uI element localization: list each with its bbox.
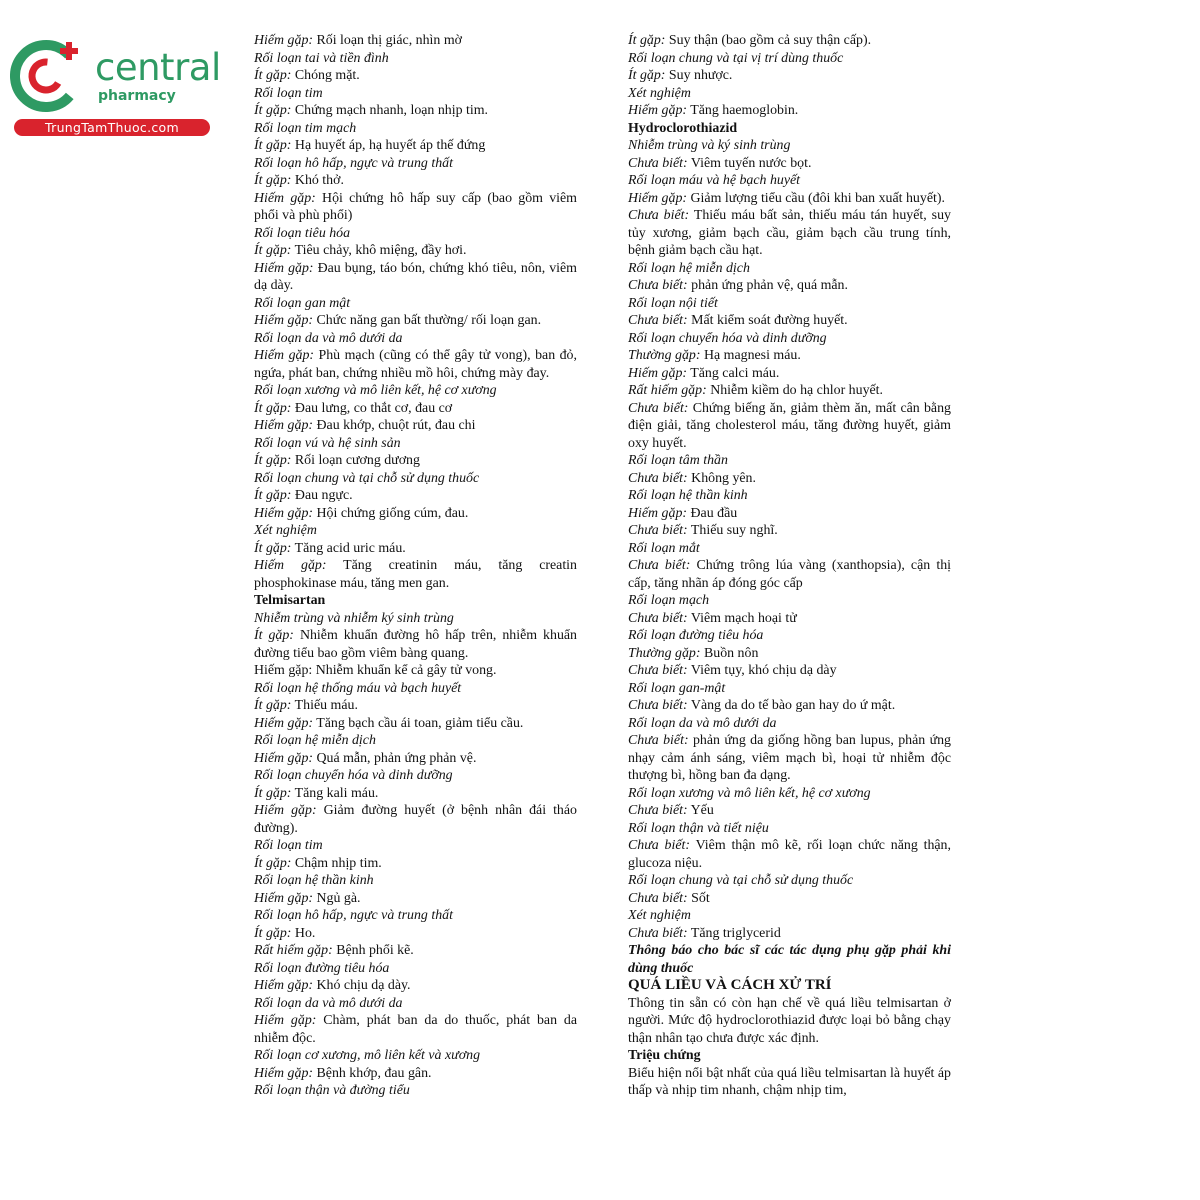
effect-text: Chứng biếng ăn, giảm thèm ăn, mất cân bằng điện giải, tăng cholesterol máu, tăng đường huyết, giảm oxy huyết. [628, 400, 951, 451]
organ-class-heading: Xét nghiệm [628, 85, 691, 101]
organ-class-heading: Rối loạn tâm thần [628, 453, 728, 468]
effect-entry [254, 172, 577, 190]
organ-class-heading: Rối loạn tim [254, 85, 323, 101]
organ-class-heading: Rối loạn thận và đường tiểu [254, 1083, 410, 1098]
effect-entry [254, 32, 577, 50]
frequency-label: Hiếm gặp: [628, 190, 688, 206]
effect-entry [254, 557, 577, 592]
effect-text: Viêm tuyến nước bọt. [690, 155, 812, 171]
effect-text: Buồn nôn [703, 645, 759, 661]
frequency-label: Ít gặp: [254, 68, 292, 83]
organ-class-heading: Rối loạn đường tiêu hóa [254, 960, 390, 976]
organ-class-heading: Rối loạn chung và tại chỗ sử dụng thuốc [254, 470, 480, 486]
frequency-label: Ít gặp: [254, 698, 292, 713]
frequency-label: Ít gặp: [254, 173, 292, 188]
frequency-label: Ít gặp: [254, 540, 292, 556]
frequency-label: Ít gặp: [254, 855, 292, 871]
organ-class-heading: Rối loạn máu và hệ bạch huyết [628, 173, 801, 188]
effect-text: Chậm nhịp tim. [294, 855, 382, 871]
organ-class-heading: Rối loạn xương và mô liên kết, hệ cơ xương [628, 785, 871, 801]
frequency-label: Hiếm gặp: [254, 313, 314, 328]
effect-entry [254, 627, 577, 662]
frequency-label: Chưa biết: [628, 610, 688, 626]
logo-brand-text: central [95, 46, 221, 89]
effect-text: Viêm mạch hoại tử [690, 610, 797, 626]
effect-text: Đau lưng, co thắt cơ, đau cơ [294, 400, 453, 416]
frequency-label: Hiếm gặp: [254, 1013, 317, 1028]
effect-entry [628, 67, 951, 85]
organ-class-heading: Rối loạn hệ miễn dịch [628, 260, 750, 276]
organ-class-heading: Rối loạn cơ xương, mô liên kết và xương [254, 1048, 481, 1063]
effect-text: Giảm lượng tiểu cầu (đôi khi ban xuất huyết). [690, 190, 945, 206]
effect-text: Tăng haemoglobin. [690, 103, 799, 118]
frequency-label: Chưa biết: [628, 400, 689, 416]
organ-class-heading: Rối loạn chuyển hóa và dinh dưỡng [254, 768, 453, 783]
logo-sub-text: pharmacy [98, 88, 176, 104]
effect-text: phản ứng da giống hồng ban lupus, phản ứng nhạy cảm ánh sáng, viêm mạch bì, hoại tử nhiễm độc thượng bì, hồng ban đa dạng. [628, 733, 951, 783]
effect-text: Hạ magnesi máu. [703, 348, 801, 363]
frequency-label: Chưa biết: [628, 523, 688, 538]
effect-text: phản ứng phản vệ, quá mẫn. [691, 278, 848, 293]
effect-text: Tăng triglycerid [690, 925, 781, 941]
effect-entry [628, 522, 951, 540]
effect-text: Chứng mạch nhanh, loạn nhịp tim. [294, 103, 489, 118]
effect-entry [628, 32, 951, 50]
effect-text: Tăng calci máu. [690, 365, 780, 381]
frequency-label: Chưa biết: [628, 155, 688, 171]
effect-entry [254, 400, 577, 418]
organ-class-heading: Xét nghiệm [628, 908, 691, 923]
effect-entry [254, 890, 577, 908]
frequency-label: Chưa biết: [628, 663, 688, 678]
effect-text: Rối loạn cương dương [294, 453, 420, 468]
effect-entry [254, 925, 577, 943]
organ-class-heading: Rối loạn chuyển hóa và dinh dưỡng [628, 330, 827, 346]
effect-entry [254, 260, 577, 295]
effect-entry [254, 67, 577, 85]
effect-entry [628, 802, 951, 820]
organ-class-heading: Rối loạn tim mạch [254, 120, 357, 136]
effect-text: Viêm tụy, khó chịu dạ dày [690, 663, 837, 678]
effect-entry [254, 1065, 577, 1083]
effect-entry [254, 697, 577, 715]
effect-entry [628, 365, 951, 383]
effect-entry [254, 942, 577, 960]
effect-text: Đau bụng, táo bón, chứng khó tiêu, nôn, viêm dạ dày. [254, 260, 577, 293]
effect-entry [628, 207, 951, 260]
organ-class-heading: Nhiễm trùng và nhiễm ký sinh trùng [254, 610, 454, 626]
effect-entry [254, 242, 577, 260]
organ-class-heading: Rối loạn da và mô dưới da [254, 330, 403, 346]
effect-text: Ho. [294, 925, 316, 941]
frequency-label: Hiếm gặp: [254, 348, 315, 363]
organ-class-heading: Rối loạn tiêu hóa [254, 225, 351, 241]
organ-class-heading: Rối loạn gan mật [254, 295, 351, 311]
effect-entry [628, 400, 951, 453]
frequency-label: Chưa biết: [628, 803, 688, 818]
frequency-label: Thường gặp: [628, 645, 701, 661]
organ-class-heading: Rối loạn da và mô dưới da [628, 715, 777, 731]
effect-text: Đau khớp, chuột rút, đau chi [316, 418, 476, 433]
effect-text: Yếu [690, 803, 714, 818]
organ-class-heading: Rối loạn mạch [628, 593, 710, 608]
frequency-label: Chưa biết: [628, 733, 689, 748]
effect-entry [254, 347, 577, 382]
effect-text: Thiếu máu. [294, 698, 358, 713]
frequency-label: Hiếm gặp: [254, 418, 314, 433]
frequency-label: Thường gặp: [628, 348, 701, 363]
frequency-label: Chưa biết: [628, 698, 688, 713]
organ-class-heading: Rối loạn chung và tại chỗ sử dụng thuốc [628, 873, 854, 888]
frequency-label: Hiếm gặp: [254, 505, 314, 521]
organ-class-heading: Rối loạn mắt [628, 540, 700, 556]
frequency-label: Ít gặp: [254, 400, 292, 416]
effect-text: Tăng creatinin máu, tăng creatin phosphokinase máu, tăng men gan. [254, 558, 577, 591]
right-text-column [628, 32, 951, 1100]
organ-class-heading: Rối loạn xương và mô liên kết, hệ cơ xương [254, 383, 497, 398]
organ-class-heading: Rối loạn vú và hệ sinh sản [254, 435, 401, 451]
effect-entry [254, 190, 577, 225]
effect-text: Phù mạch (cũng có thể gây tử vong), ban đỏ, ngứa, phát ban, chứng nhiều mồ hôi, chứng mày đay. [254, 348, 577, 381]
effect-entry [254, 417, 577, 435]
effect-text: Đau đầu [690, 505, 738, 521]
effect-entry [628, 662, 951, 680]
effect-entry [628, 312, 951, 330]
effect-text: Suy nhược. [668, 68, 733, 83]
frequency-label: Hiếm gặp: [254, 1065, 314, 1081]
drug-heading: Triệu chứng [628, 1048, 701, 1063]
frequency-label: Ít gặp: [254, 243, 292, 258]
effect-entry [628, 102, 951, 120]
effect-entry [254, 750, 577, 768]
effect-entry [628, 382, 951, 400]
effect-text: Bệnh khớp, đau gân. [316, 1065, 432, 1081]
frequency-label: Chưa biết: [628, 208, 690, 223]
effect-text: Tăng kali máu. [294, 785, 379, 801]
effect-entry [628, 925, 951, 943]
frequency-label: Chưa biết: [628, 558, 691, 573]
effect-text: Tăng acid uric máu. [294, 540, 406, 556]
paragraph: Hiếm gặp: Nhiễm khuẩn kể cả gây tử vong. [254, 663, 497, 678]
effect-entry [628, 557, 951, 592]
frequency-label: Rất hiếm gặp: [254, 943, 333, 958]
effect-text: Nhiễm khuẩn đường hô hấp trên, nhiễm khuẩn đường tiểu bao gồm viêm bàng quang. [254, 628, 577, 661]
effect-text: Khó thở. [294, 173, 344, 188]
effect-text: Không yên. [691, 470, 756, 486]
effect-entry [628, 610, 951, 628]
frequency-label: Ít gặp: [254, 785, 292, 801]
frequency-label: Chưa biết: [628, 890, 688, 906]
effect-entry [628, 645, 951, 663]
organ-class-heading: Rối loạn da và mô dưới da [254, 995, 403, 1011]
effect-text: Hội chứng giống cúm, đau. [316, 505, 469, 521]
effect-text: Chứng trông lúa vàng (xanthopsia), cận thị cấp, tăng nhãn áp đóng góc cấp [628, 558, 951, 591]
frequency-label: Hiếm gặp: [254, 190, 316, 206]
frequency-label: Ít gặp: [254, 925, 292, 941]
effect-entry [254, 802, 577, 837]
frequency-label: Rất hiếm gặp: [628, 383, 707, 398]
effect-entry [254, 977, 577, 995]
effect-entry [254, 102, 577, 120]
effect-text: Giảm đường huyết (ở bệnh nhân đái tháo đường). [254, 803, 577, 836]
effect-text: Chàm, phát ban da do thuốc, phát ban da nhiễm độc. [254, 1013, 577, 1046]
effect-text: Sốt [691, 890, 710, 906]
frequency-label: Chưa biết: [628, 925, 688, 941]
frequency-label: Ít gặp: [628, 33, 666, 48]
organ-class-heading: Rối loạn hệ thần kinh [628, 488, 748, 503]
effect-entry [254, 855, 577, 873]
frequency-label: Ít gặp: [254, 628, 294, 643]
organ-class-heading: Rối loạn tai và tiền đình [254, 50, 389, 66]
notice-text: Thông báo cho bác sĩ các tác dụng phụ gặp phải khi dùng thuốc [628, 943, 951, 976]
frequency-label: Chưa biết: [628, 838, 691, 853]
effect-entry [254, 540, 577, 558]
effect-text: Đau ngực. [294, 488, 353, 503]
effect-text: Tiêu chảy, khô miệng, đầy hơi. [294, 243, 467, 258]
effect-entry [628, 697, 951, 715]
organ-class-heading: Rối loạn nội tiết [628, 295, 718, 311]
organ-class-heading: Rối loạn thận và tiết niệu [628, 820, 769, 836]
drug-heading: Telmisartan [254, 593, 326, 608]
logo-site-bar: TrungTamThuoc.com [14, 119, 210, 136]
effect-entry [254, 487, 577, 505]
effect-text: Nhiễm kiềm do hạ chlor huyết. [710, 383, 884, 398]
effect-entry [628, 277, 951, 295]
effect-entry [254, 1012, 577, 1047]
section-heading: QUÁ LIỀU VÀ CÁCH XỬ TRÍ [628, 977, 832, 993]
frequency-label: Chưa biết: [628, 470, 688, 486]
effect-text: Thiếu máu bất sản, thiếu máu tán huyết, suy tủy xương, giảm bạch cầu, giảm bạch cầu trung tính, bệnh giảm bạch cầu hạt. [628, 208, 951, 258]
effect-entry [254, 715, 577, 733]
frequency-label: Hiếm gặp: [254, 33, 314, 48]
effect-text: Khó chịu dạ dày. [316, 978, 411, 993]
organ-class-heading: Xét nghiệm [254, 523, 317, 538]
frequency-label: Hiếm gặp: [254, 558, 327, 573]
paragraph: Biểu hiện nổi bật nhất của quá liều telmisartan là huyết áp thấp và nhịp tim nhanh, chậm nhịp tim, [628, 1065, 951, 1098]
organ-class-heading: Rối loạn hệ miễn dịch [254, 733, 376, 748]
effect-text: Rối loạn thị giác, nhìn mờ [316, 33, 462, 48]
effect-entry [254, 785, 577, 803]
drug-heading: Hydroclorothiazid [628, 120, 738, 136]
effect-entry [628, 190, 951, 208]
organ-class-heading: Rối loạn tim [254, 838, 323, 853]
organ-class-heading: Rối loạn hệ thống máu và bạch huyết [254, 680, 462, 696]
frequency-label: Hiếm gặp: [254, 978, 314, 993]
organ-class-heading: Rối loạn gan-mật [628, 680, 726, 696]
effect-text: Mất kiểm soát đường huyết. [691, 313, 848, 328]
frequency-label: Hiếm gặp: [628, 365, 688, 381]
frequency-label: Hiếm gặp: [254, 750, 314, 766]
effect-text: Vàng da do tế bào gan hay do ứ mật. [690, 698, 896, 713]
frequency-label: Chưa biết: [628, 313, 688, 328]
organ-class-heading: Rối loạn hô hấp, ngực và trung thất [254, 908, 453, 923]
effect-text: Suy thận (bao gồm cả suy thận cấp). [668, 33, 872, 48]
frequency-label: Hiếm gặp: [254, 803, 317, 818]
effect-text: Chức năng gan bất thường/ rối loạn gan. [316, 313, 542, 328]
frequency-label: Hiếm gặp: [254, 715, 314, 731]
frequency-label: Hiếm gặp: [254, 260, 314, 276]
effect-entry [254, 137, 577, 155]
paragraph: Thông tin sẵn có còn hạn chế về quá liều telmisartan ở người. Mức độ hydroclorothiazid được loại bỏ bằng chạy thận nhân tạo chưa được xác định. [628, 995, 951, 1046]
organ-class-heading: Rối loạn hô hấp, ngực và trung thất [254, 155, 453, 171]
effect-entry [628, 347, 951, 365]
organ-class-heading: Nhiễm trùng và ký sinh trùng [628, 138, 791, 153]
effect-text: Tăng bạch cầu ái toan, giảm tiểu cầu. [316, 715, 524, 731]
effect-text: Chóng mặt. [294, 68, 360, 83]
effect-text: Viêm thận mô kẽ, rối loạn chức năng thận, glucoza niệu. [628, 838, 951, 871]
effect-text: Thiếu suy nghĩ. [690, 523, 778, 538]
central-pharmacy-logo-icon [10, 36, 94, 116]
organ-class-heading: Rối loạn hệ thần kinh [254, 873, 374, 888]
effect-text: Ngủ gà. [316, 890, 361, 906]
frequency-label: Ít gặp: [628, 68, 666, 83]
frequency-label: Ít gặp: [254, 488, 292, 503]
effect-entry [628, 732, 951, 785]
frequency-label: Ít gặp: [254, 138, 292, 153]
effect-text: Hội chứng hô hấp suy cấp (bao gồm viêm phổi và phù phổi) [254, 190, 577, 223]
frequency-label: Ít gặp: [254, 453, 292, 468]
effect-entry [254, 452, 577, 470]
organ-class-heading: Rối loạn chung và tại vị trí dùng thuốc [628, 50, 844, 66]
effect-entry [628, 505, 951, 523]
organ-class-heading: Rối loạn đường tiêu hóa [628, 628, 764, 643]
effect-text: Bệnh phổi kẽ. [336, 943, 414, 958]
brand-logo [10, 36, 221, 136]
effect-entry [628, 837, 951, 872]
left-text-column [254, 32, 577, 1100]
effect-text: Quá mẫn, phản ứng phản vệ. [316, 750, 477, 766]
effect-entry [628, 155, 951, 173]
effect-entry [254, 312, 577, 330]
frequency-label: Chưa biết: [628, 278, 688, 293]
effect-entry [254, 505, 577, 523]
frequency-label: Hiếm gặp: [628, 103, 688, 118]
frequency-label: Hiếm gặp: [628, 505, 688, 521]
effect-entry [628, 470, 951, 488]
frequency-label: Hiếm gặp: [254, 890, 314, 906]
effect-text: Hạ huyết áp, hạ huyết áp thế đứng [294, 138, 486, 153]
frequency-label: Ít gặp: [254, 103, 292, 118]
effect-entry [628, 890, 951, 908]
